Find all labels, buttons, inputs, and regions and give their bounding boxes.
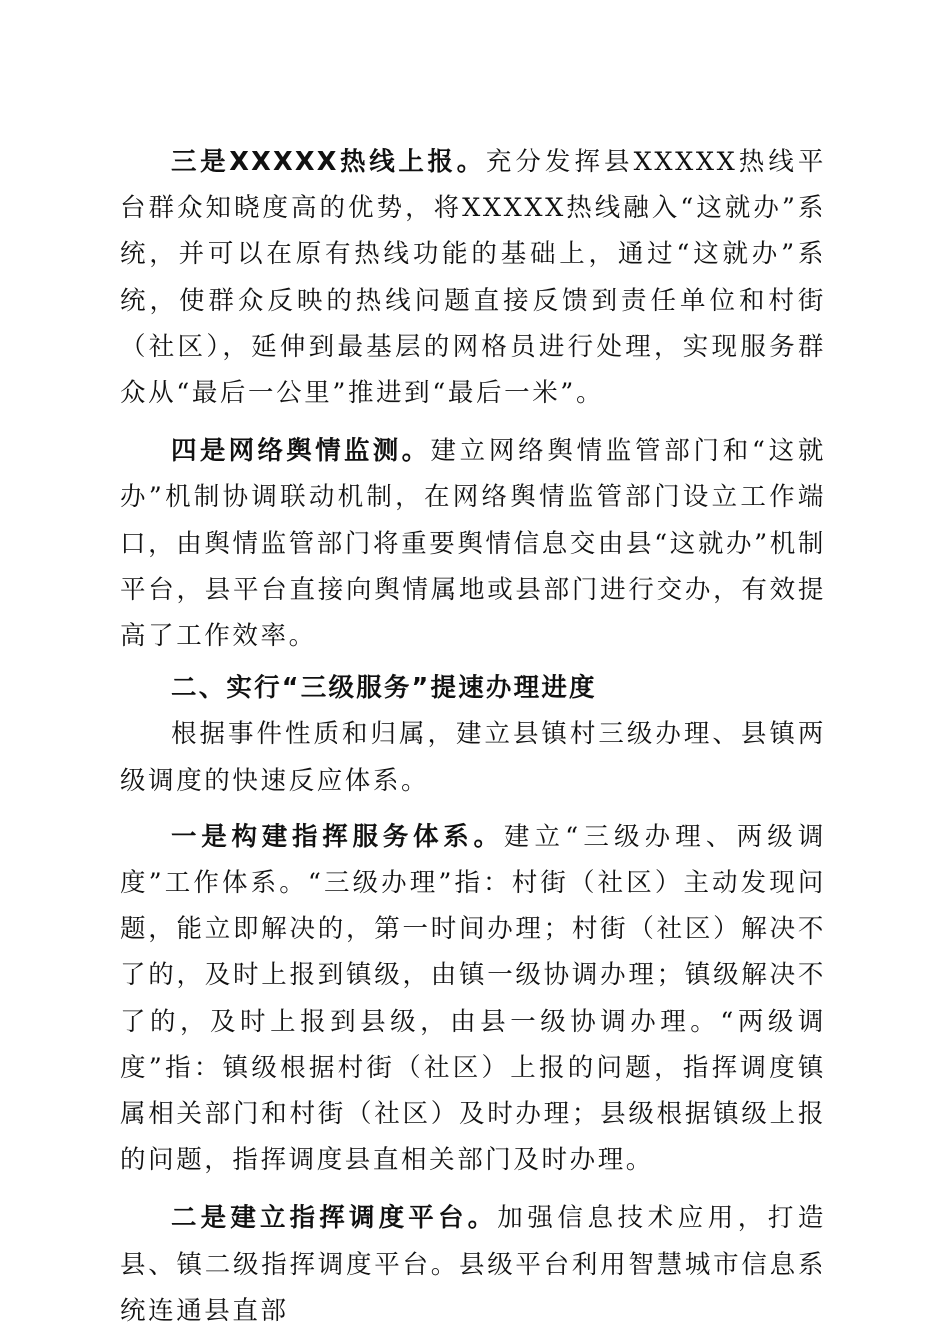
paragraph-hotline-report: [120, 139, 826, 416]
paragraph-lead: 一是构建指挥服务体系。: [171, 821, 504, 852]
paragraph-body: 建立“三级办理、两级调度”工作体系。“三级办理”指：村街（社区）主动发现问题，能立即解决的，第一时间办理；村街（社区）解决不了的，及时上报到镇级，由镇一级协调办理；镇级解决不了的，及时上报到县级，由县一级协调办理。“两级调度”指：镇级根据村街（社区）上报的问题，指挥调度镇属相关部门和村街（社区）及时办理；县级根据镇级上报的问题，指挥调度县直相关部门及时办理。: [120, 821, 827, 1176]
paragraph-opinion-monitoring: [120, 428, 826, 659]
paragraph-lead: 三是XXXXX热线上报。: [171, 147, 486, 177]
paragraph-body: 建立网络舆情监管部门和“这就办”机制协调联动机制，在网络舆情监管部门设立工作端口，由舆情监管部门将重要舆情信息交由县“这就办”机制平台，县平台直接向舆情属地或县部门进行交办，有效提高了工作效率。: [120, 436, 826, 652]
paragraph-lead: 二是建立指挥调度平台。: [171, 1203, 498, 1234]
paragraph-body: 加强信息技术应用，打造县、镇二级指挥调度平台。县级平台利用智慧城市信息系统连通县直部: [120, 1203, 826, 1326]
section-intro: 根据事件性质和归属，建立县镇村三级办理、县镇两级调度的快速反应体系。: [120, 719, 826, 796]
paragraph-dispatch-platform: [120, 1195, 826, 1334]
paragraph-body: 充分发挥县XXXXX热线平台群众知晓度高的优势，将XXXXX热线融入“这就办”系统，并可以在原有热线功能的基础上，通过“这就办”系统，使群众反映的热线问题直接反馈到责任单位和村街（社区），延伸到最基层的网格员进行处理，实现服务群众从“最后一公里”推进到“最后一米”。: [120, 147, 826, 409]
paragraph-command-system: [120, 814, 826, 1184]
section-heading: 二、实行“三级服务”提速办理进度: [171, 673, 597, 704]
document-page: [120, 139, 826, 1334]
paragraph-lead: 四是网络舆情监测。: [171, 436, 431, 467]
